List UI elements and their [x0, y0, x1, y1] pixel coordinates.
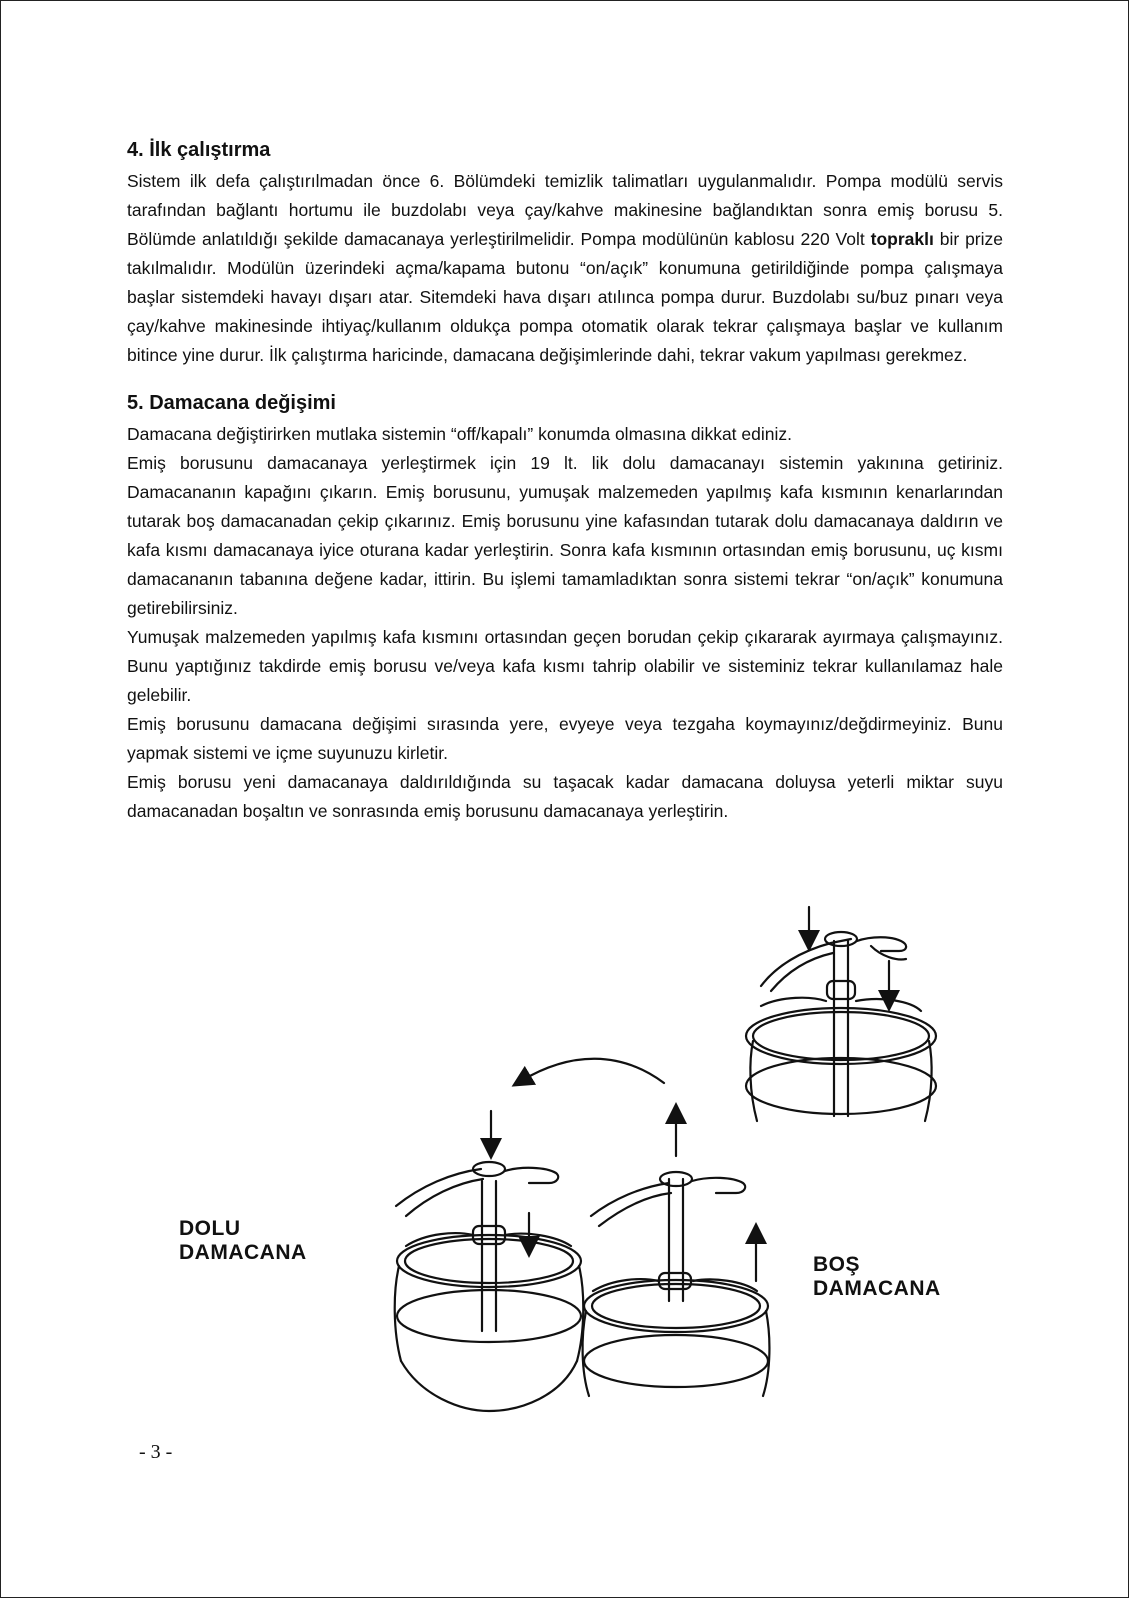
empty-bottle-icon	[583, 1172, 770, 1396]
full-bottle-icon	[395, 1162, 584, 1411]
page-number: - 3 -	[139, 1441, 173, 1463]
section-5-paragraph-2: Emiş borusunu damacanaya yerleştirmek için 19 lt. lik dolu damacanayı sistemin yakınına getiriniz. Damacananın kapağını çıkarın. Emiş borusunu, yumuşak malzemeden yapılmış kafa kısmının kenarlarından tutarak boş damacanadan çekip çıkarınız. Emiş borusunu yine kafasından tutarak dolu damacanaya daldırın ve kafa kısmı damacanaya iyice oturana kadar yerleştirin. Sonra kafa kısmının ortasından emiş borusunu, uç kısmı damacananın tabanına değene kadar, ittirin. Bu işlemi tamamladıktan sonra sistemi tekrar “on/açık” konumuna getirebilirsiniz.	[127, 453, 1003, 618]
section-5-heading: 5. Damacana değişimi	[127, 392, 336, 414]
full-bottle-label: DOLU DAMACANA	[179, 1217, 307, 1264]
section-4-heading: 4. İlk çalıştırma	[127, 139, 271, 161]
section-5-paragraph-3: Yumuşak malzemeden yapılmış kafa kısmını ortasından geçen borudan çekip çıkararak ayırmaya çalışmayınız. Bunu yaptığınız takdirde emiş borusu ve/veya kafa kısmı tahrip olabilir ve sisteminiz tekrar kullanılamaz hale gelebilir.	[127, 627, 1003, 705]
empty-bottle-label: BOŞ DAMACANA	[813, 1253, 941, 1300]
top-right-bottle-icon	[746, 932, 936, 1121]
section-5-paragraph-4: Emiş borusunu damacana değişimi sırasında yere, evyeye veya tezgaha koymayınız/değdirmeyiniz. Bunu yapmak sistemi ve içme suyunuzu kirletir.	[127, 714, 1003, 763]
section-5-paragraph-5: Emiş borusu yeni damacanaya daldırıldığında su taşacak kadar damacana doluysa yeterli miktar suyu damacanadan boşaltın ve sonrasında emiş borusunu damacanaya yerleştirin.	[127, 772, 1003, 821]
bottle-change-illustration	[1, 1, 1130, 1599]
grounded-emphasis: topraklı	[870, 229, 934, 249]
section-4-paragraph: Sistem ilk defa çalıştırılmadan önce 6. Bölümdeki temizlik talimatları uygulanmalıdır. Pompa modülü servis tarafından bağlantı hortumu ile buzdolabı veya çay/kahve makinesine bağlandıktan sonra emiş borusu 5. Bölümde anlatıldığı şekilde damacanaya yerleştirilmelidir. Pompa modülünün kablosu 220 Volt topraklı bir prize takılmalıdır. Modülün üzerindeki açma/kapama butonu “on/açık” konumuna getirildiğinde pompa çalışmaya başlar sistemdeki havayı dışarı atar. Sitemdeki hava dışarı atılınca pompa durur. Buzdolabı su/buz pınarı veya çay/kahve makinesinde ihtiyaç/kullanım oldukça pompa otomatik olarak tekrar çalışmaya başlar ve kullanım bitince yine durur. İlk çalıştırma haricinde, damacana değişimlerinde dahi, tekrar vakum yapılması gerekmez.	[127, 171, 1003, 365]
section-5-paragraph-1: Damacana değiştirirken mutlaka sistemin “off/kapalı” konumda olmasına dikkat ediniz.	[127, 424, 792, 444]
